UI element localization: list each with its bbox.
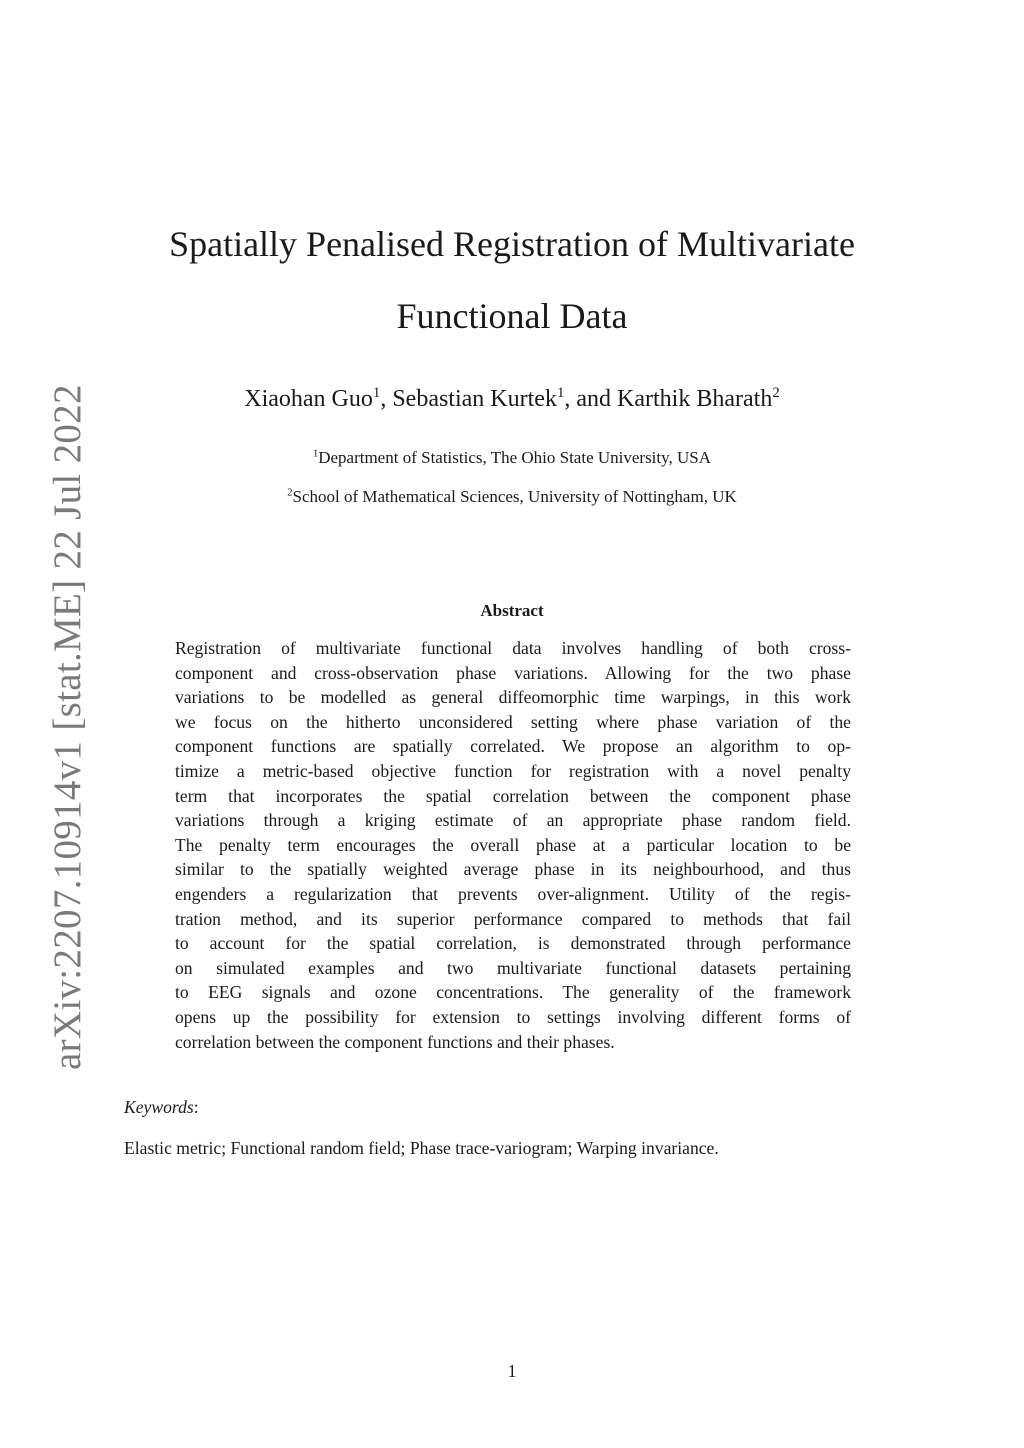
keywords-list: Elastic metric; Functional random field; Phase trace-variogram; Warping invariance. <box>124 1138 719 1158</box>
affiliation-mark: 2 <box>287 487 293 499</box>
affiliation-1 <box>120 448 904 468</box>
affiliation-mark: 2 <box>772 384 780 401</box>
author-name: Karthik Bharath <box>617 386 773 412</box>
abstract-line: Registration of multivariate functional data involves handling of both cross- <box>175 638 851 658</box>
abstract-line: engenders a regularization that prevents over-alignment. Utility of the regis- <box>175 883 851 904</box>
affiliation-mark: 1 <box>312 448 319 460</box>
abstract-line: component functions are spatially correlated. We propose an algorithm to op- <box>175 736 851 757</box>
keywords-label-text: Keywords <box>124 1097 194 1117</box>
paper-title-line-1: Spatially Penalised Registration of Multivariate <box>169 224 855 264</box>
affiliation-text: School of Mathematical Sciences, University of Nottingham, UK <box>292 487 737 506</box>
abstract-line: similar to the spatially weighted average phase in its neighbourhood, and thus <box>175 859 851 880</box>
abstract-line: component and cross-observation phase variations. Allowing for the two phase <box>175 662 851 683</box>
author-name: Xiaohan Guo <box>244 386 373 412</box>
affiliation-mark: 1 <box>556 384 565 401</box>
author-separator: , and <box>564 386 618 412</box>
abstract-line: tration method, and its superior performance compared to methods that fail <box>175 908 851 929</box>
abstract-line: correlation between the component functions and their phases. <box>175 1031 615 1052</box>
abstract-line: on simulated examples and two multivariate functional datasets pertaining <box>175 957 851 978</box>
affiliation-2 <box>120 487 904 507</box>
author-list <box>120 385 904 414</box>
abstract-line: variations through a kriging estimate of an appropriate phase random field. <box>175 810 851 831</box>
keywords-label <box>124 1097 199 1118</box>
arxiv-identifier-stamp: arXiv:2207.10914v1 [stat.ME] 22 Jul 2022 <box>46 384 89 1070</box>
paper-title-line-2: Functional Data <box>396 296 628 336</box>
author-separator: , <box>380 386 393 412</box>
keywords-label-colon: : <box>193 1097 199 1117</box>
abstract-line: to EEG signals and ozone concentrations. The generality of the framework <box>175 982 851 1003</box>
affiliation-text: Department of Statistics, The Ohio State University, USA <box>318 448 712 467</box>
abstract-line: we focus on the hitherto unconsidered setting where phase variation of the <box>175 711 851 732</box>
author-name: Sebastian Kurtek <box>392 386 557 412</box>
abstract-line: The penalty term encourages the overall phase at a particular location to be <box>175 834 851 855</box>
abstract-heading: Abstract <box>480 601 544 620</box>
abstract-line: variations to be modelled as general diffeomorphic time warpings, in this work <box>175 687 851 708</box>
abstract-line: to account for the spatial correlation, is demonstrated through performance <box>175 933 851 954</box>
abstract-body <box>175 636 851 1054</box>
page-number: 1 <box>507 1361 517 1381</box>
abstract-line: timize a metric-based objective function for registration with a novel penalty <box>175 760 851 781</box>
affiliation-mark: 1 <box>372 384 381 401</box>
abstract-line: term that incorporates the spatial correlation between the component phase <box>175 785 851 806</box>
abstract-line: opens up the possibility for extension to settings involving different forms of <box>175 1006 851 1027</box>
